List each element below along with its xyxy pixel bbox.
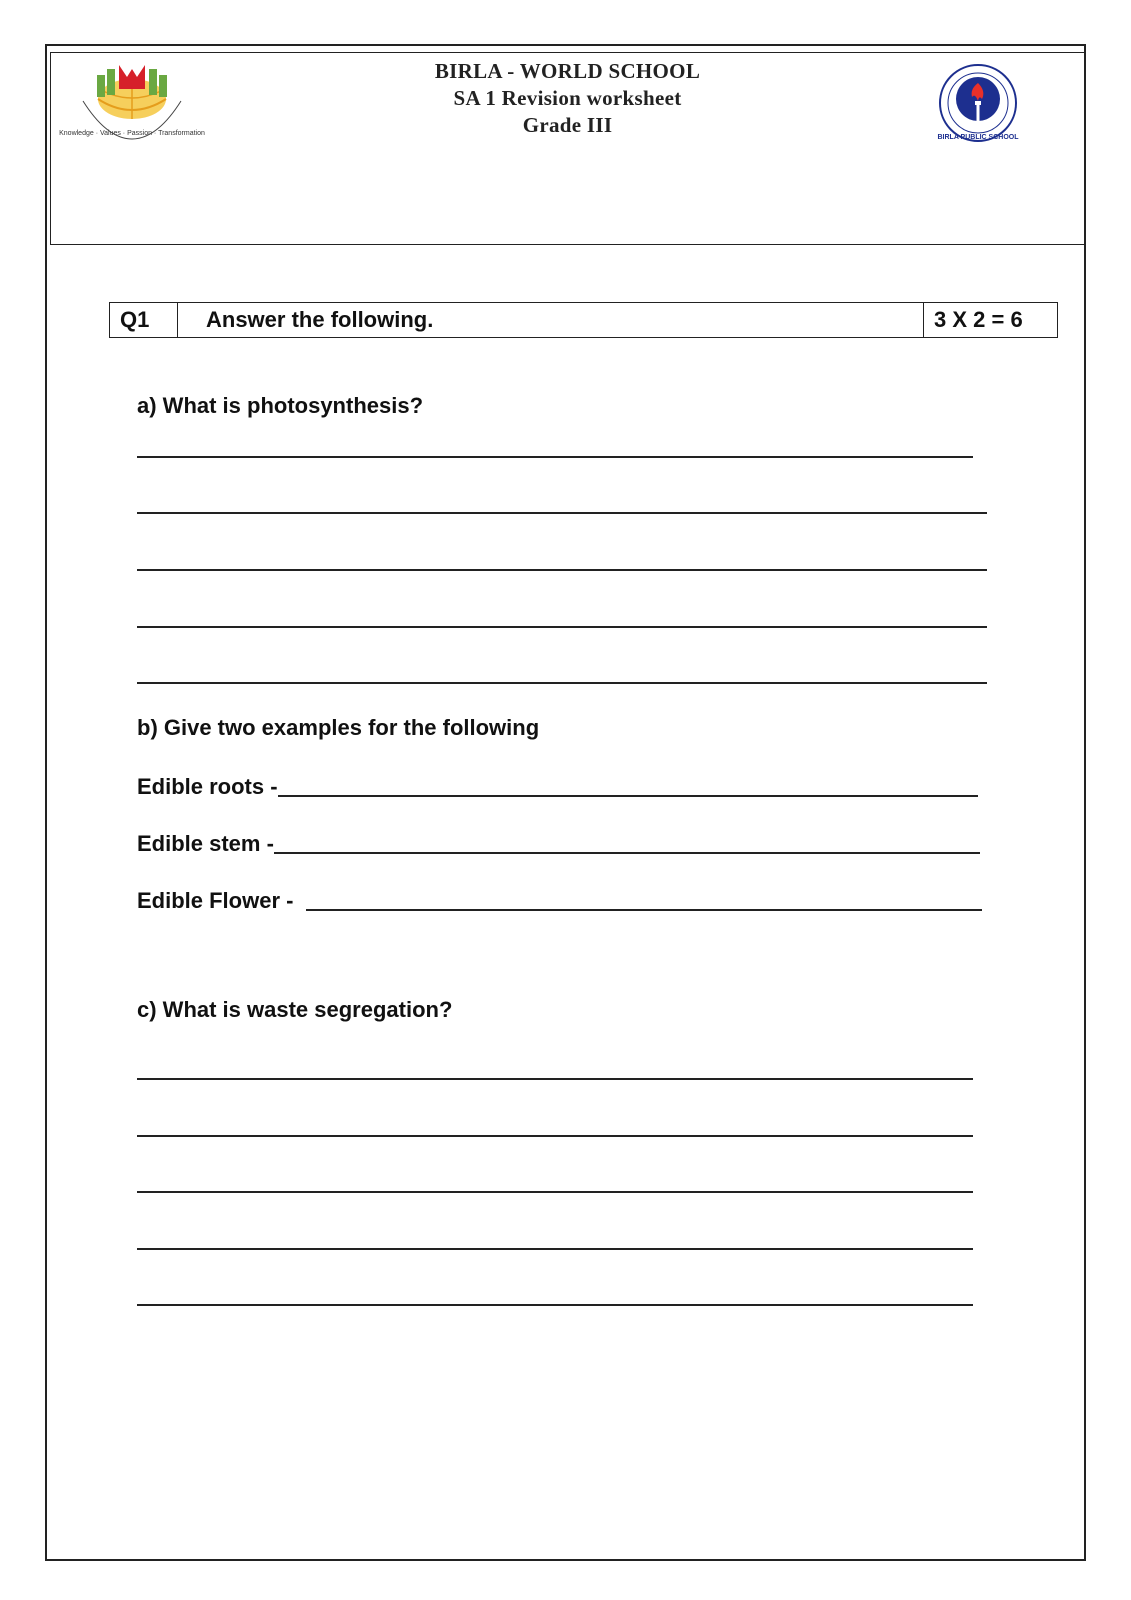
seal-text: BIRLA PUBLIC SCHOOL [937,134,1019,141]
answer-line-c-5[interactable] [137,1304,973,1306]
worksheet-title: SA 1 Revision worksheet [453,86,682,110]
edible-roots-row [137,770,978,800]
edible-stem-answer-line[interactable] [274,852,980,854]
edible-roots-label: Edible roots - [137,774,278,799]
answer-line-a-2[interactable] [137,512,987,514]
header [50,52,1085,245]
answer-line-a-5[interactable] [137,682,987,684]
page-border [45,44,1086,1561]
answer-line-c-2[interactable] [137,1135,973,1137]
school-seal-right [926,63,1030,143]
question-b: b) Give two examples for the following [137,715,540,740]
answer-line-a-1[interactable] [137,456,973,458]
edible-flower-row [137,884,982,914]
question-c: c) What is waste segregation? [137,997,453,1022]
school-name: BIRLA - WORLD SCHOOL [434,59,701,83]
edible-flower-label: Edible Flower - [137,888,300,913]
logo-motto: Knowledge · Values · Passion · Transformation [59,130,205,137]
answer-line-a-4[interactable] [137,626,987,628]
question-instruction: Answer the following. [178,303,924,337]
edible-stem-label: Edible stem - [137,831,274,856]
edible-stem-row [137,827,980,857]
answer-line-c-4[interactable] [137,1248,973,1250]
question-number: Q1 [110,303,178,337]
answer-line-c-3[interactable] [137,1191,973,1193]
answer-line-c-1[interactable] [137,1078,973,1080]
question-header-row [109,302,1058,338]
edible-flower-answer-line[interactable] [306,909,982,911]
question-marks: 3 X 2 = 6 [934,307,1023,332]
grade-label: Grade III [522,113,613,137]
answer-line-a-3[interactable] [137,569,987,571]
question-a: a) What is photosynthesis? [137,393,424,418]
edible-roots-answer-line[interactable] [278,795,978,797]
